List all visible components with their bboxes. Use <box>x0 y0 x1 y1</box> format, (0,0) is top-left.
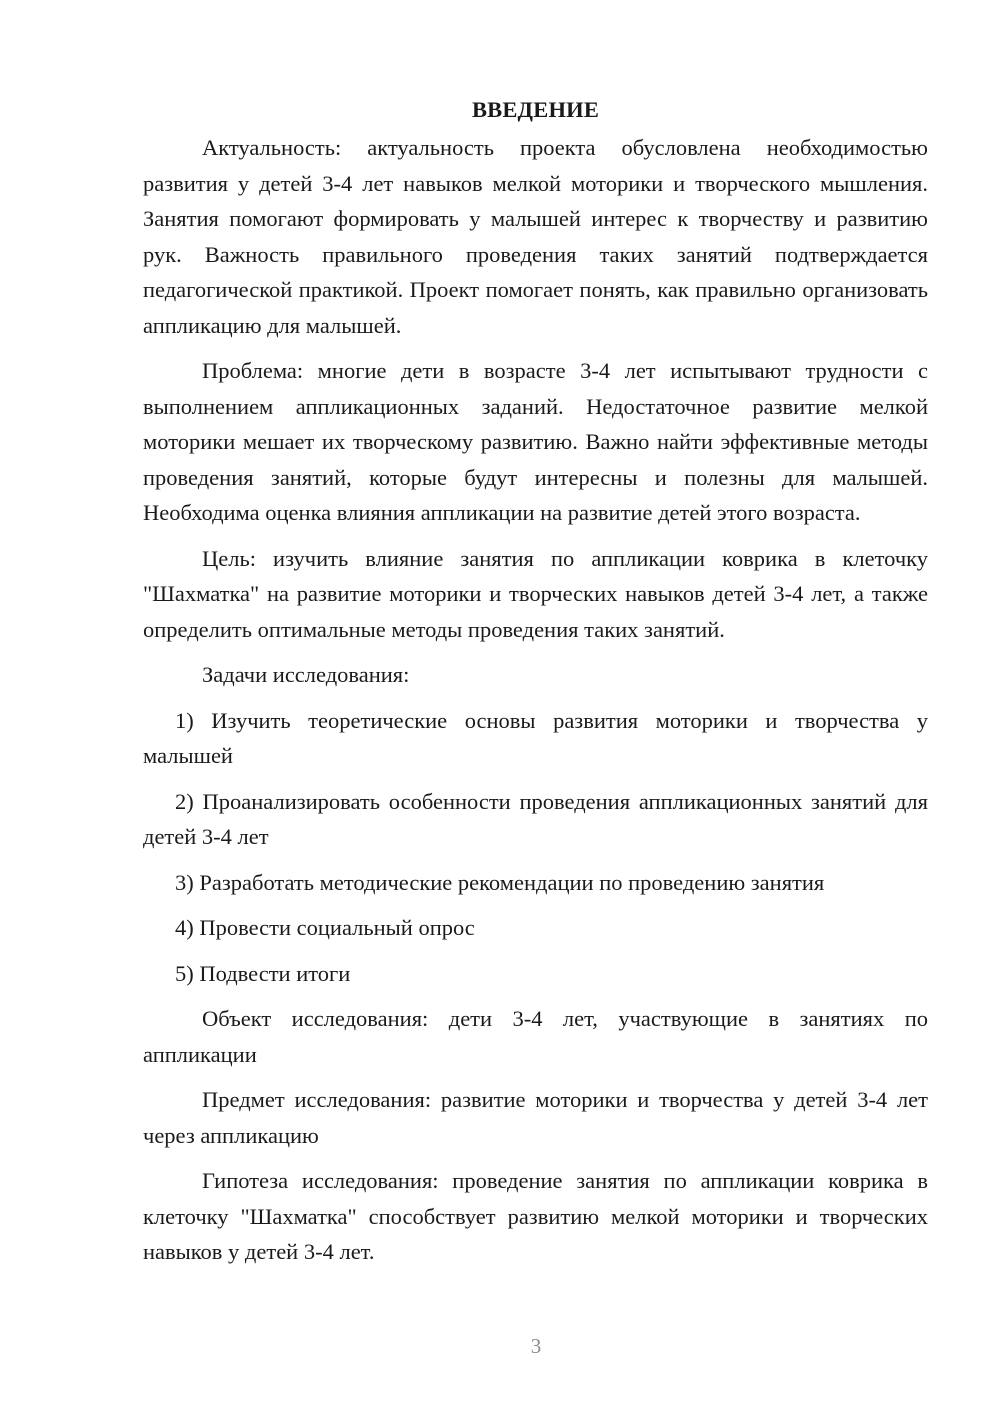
task-item: 4) Провести социальный опрос <box>175 915 475 940</box>
task-item: 3) Разработать методические рекомендации по проведению занятия <box>175 869 825 895</box>
paragraph-relevance: Актуальность: актуальность проекта обусловлена необходимостью развития у детей 3-4 лет навыков мелкой моторики и творческого мышления. Занятия помогают формировать у малышей интерес к творчеству и развитию рук. Важность правильного проведения таких занятий подтверждается педагогической практикой. Проект помогает понять, как правильно организовать аппликацию для малышей. <box>143 135 928 338</box>
task-item: 1) Изучить теоретические основы развития моторики и творчества у малышей <box>143 707 928 768</box>
document-page <box>143 92 928 1280</box>
paragraph-problem: Проблема: многие дети в возрасте 3-4 лет испытывают трудности с выполнением аппликационных заданий. Недостаточное развитие мелкой моторики мешает их творческому развитию. Важно найти эффективные методы проведения занятий, которые будут интересны и полезны для малышей. Необходима оценка влияния аппликации на развитие детей этого возраста. <box>143 358 928 525</box>
paragraph-object: Объект исследования: дети 3-4 лет, участвующие в занятиях по аппликации <box>143 1006 928 1067</box>
task-item: 5) Подвести итоги <box>175 960 351 986</box>
tasks-heading: Задачи исследования: <box>202 662 410 687</box>
paragraph-hypothesis: Гипотеза исследования: проведение занятия по аппликации коврика в клеточку "Шахматка" способствует развитию мелкой моторики и творческих навыков у детей 3-4 лет. <box>143 1168 928 1264</box>
task-item: 2) Проанализировать особенности проведения аппликационных занятий для детей 3-4 лет <box>143 788 928 849</box>
page-number: 3 <box>530 1334 542 1358</box>
paragraph-subject: Предмет исследования: развитие моторики и творчества у детей 3-4 лет через аппликацию <box>143 1087 928 1148</box>
section-title: ВВЕДЕНИЕ <box>471 97 600 122</box>
paragraph-goal: Цель: изучить влияние занятия по аппликации коврика в клеточку "Шахматка" на развитие моторики и творческих навыков детей 3-4 лет, а также определить оптимальные методы проведения таких занятий. <box>143 545 928 642</box>
